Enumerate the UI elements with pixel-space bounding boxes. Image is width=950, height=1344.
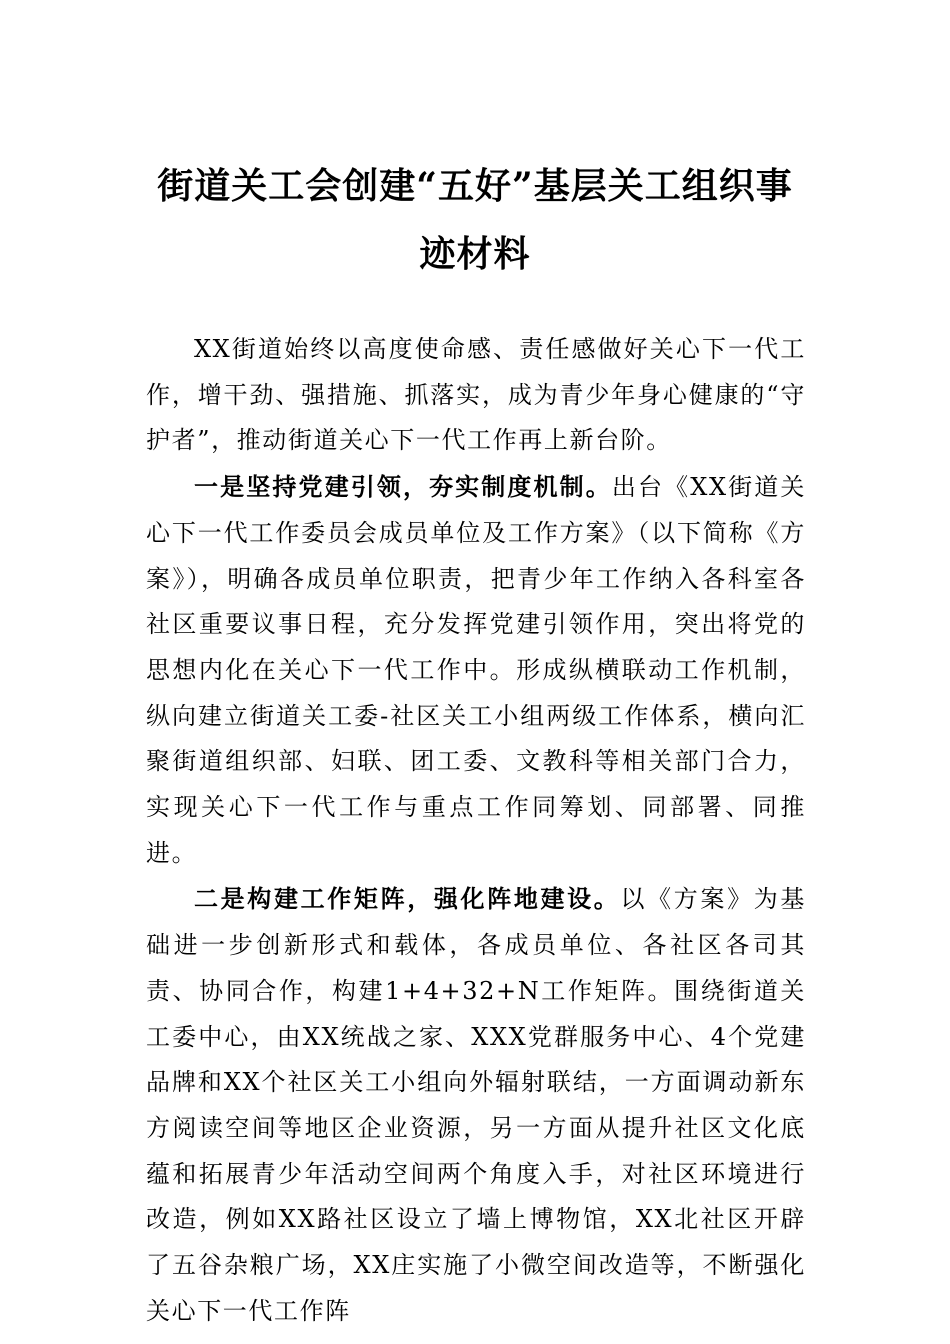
paragraph-text: 出台《XX街道关心下一代工作委员会成员单位及工作方案》（以下简称《方案》），明确各成员单位职责，把青少年工作纳入各科室各社区重要议事日程，充分发挥党建引领作用，突出将党的思想内化在关心下一代工作中。形成纵横联动工作机制，纵向建立街道关工委-社区关工小组两级工作体系，横向汇聚街道组织部、妇联、团工委、文教科等相关部门合力，实现关心下一代工作与重点工作同筹划、同部署、同推进。 xyxy=(146,473,806,867)
paragraph-work-matrix xyxy=(146,876,806,1334)
paragraph-party-building xyxy=(146,464,806,876)
paragraph-lead: 二是构建工作矩阵，强化阵地建设。 xyxy=(194,884,621,914)
document-title: 街道关工会创建“五好”基层关工组织事迹材料 xyxy=(157,165,793,275)
paragraph-lead: 一是坚持党建引领，夯实制度机制。 xyxy=(194,472,612,502)
paragraph-text: 以《方案》为基础进一步创新形式和载体，各成员单位、各社区各司其责、协同合作，构建1+4+32+N工作矩阵。围绕街道关工委中心，由XX统战之家、XXX党群服务中心、4个党建品牌和XX个社区关工小组向外辐射联结，一方面调动新东方阅读空间等地区企业资源，另一方面从提升社区文化底蕴和拓展青少年活动空间两个角度入手，对社区环境进行改造，例如XX路社区设立了墙上博物馆，XX北社区开辟了五谷杂粮广场，XX庄实施了小微空间改造等，不断强化关心下一代工作阵 xyxy=(146,885,806,1325)
document-body xyxy=(146,327,806,1334)
paragraph-intro xyxy=(146,327,806,464)
paragraph-text: XX街道始终以高度使命感、责任感做好关心下一代工作，增干劲、强措施、抓落实，成为青少年身心健康的“守护者”，推动街道关心下一代工作再上新台阶。 xyxy=(146,335,806,455)
